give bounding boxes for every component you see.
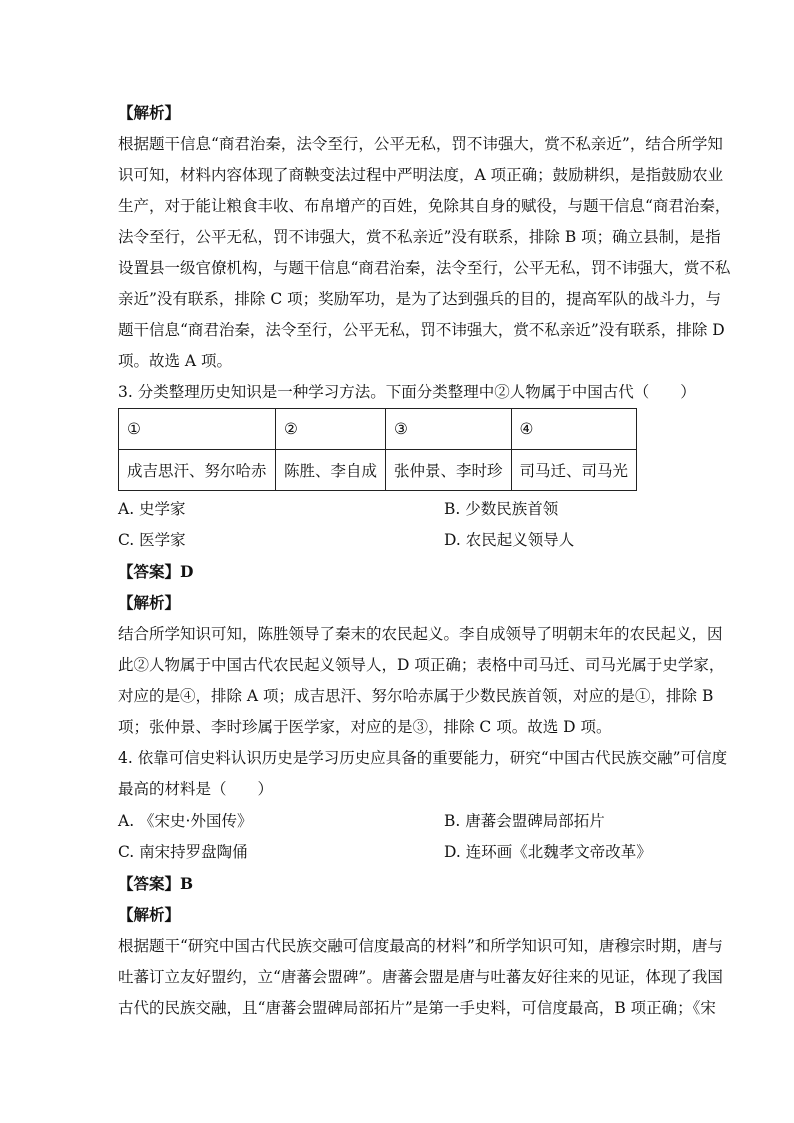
analysis-line: 项；张仲景、李时珍属于医学家，对应的是③，排除 C 项。故选 D 项。: [118, 718, 612, 736]
option-a: A. 《宋史·外国传》: [118, 812, 253, 830]
analysis-line: 生产，对于能让粮食丰收、布帛增产的百姓，免除其自身的赋役，与题干信息“商君治秦，: [118, 197, 731, 215]
option-d: D. 连环画《北魏孝文帝改革》: [444, 843, 652, 861]
option-c: C. 医学家: [118, 531, 186, 549]
analysis-heading: 【解析】: [118, 103, 181, 122]
option-c: C. 南宋持罗盘陶俑: [118, 843, 248, 861]
table-cell: 司马迁、司马光: [511, 450, 637, 491]
table-cell: ②: [276, 409, 386, 450]
analysis-line: 项。故选 A 项。: [118, 352, 233, 370]
analysis-line: 此②人物属于中国古代农民起义领导人，D 项正确；表格中司马迁、司马光属于史学家，: [118, 656, 725, 674]
analysis-line: 对应的是④，排除 A 项；成吉思汗、努尔哈赤属于少数民族首领，对应的是①，排除 B: [118, 687, 714, 705]
table-cell: 陈胜、李自成: [276, 450, 386, 491]
analysis-line: 设置县一级官僚机构，与题干信息“商君治秦，法令至行，公平无私，罚不讳强大，赏不私: [118, 259, 731, 277]
table-cell: ④: [511, 409, 637, 450]
analysis-line: 法令至行，公平无私，罚不讳强大，赏不私亲近”没有联系，排除 B 项；确立县制，是指: [118, 228, 721, 246]
answer-label: 【答案】B: [118, 874, 194, 893]
analysis-heading: 【解析】: [118, 905, 181, 924]
table-cell: 张仲景、李时珍: [386, 450, 512, 491]
question-4-stem: 最高的材料是（ ）: [118, 780, 274, 798]
analysis-line: 根据题干“研究中国古代民族交融可信度最高的材料”和所学知识可知，唐穆宗时期，唐与: [118, 937, 723, 955]
table-cell: ①: [119, 409, 276, 450]
question-3-stem: 3. 分类整理历史知识是一种学习方法。下面分类整理中②人物属于中国古代（ ）: [118, 383, 696, 401]
option-d: D. 农民起义领导人: [444, 531, 575, 549]
option-b: B. 少数民族首领: [444, 500, 559, 518]
table-cell: 成吉思汗、努尔哈赤: [119, 450, 276, 491]
question-4-stem: 4. 依靠可信史料认识历史是学习历史应具备的重要能力，研究“中国古代民族交融”可信度: [118, 749, 728, 767]
classification-table: [118, 408, 637, 491]
analysis-line: 亲近”没有联系，排除 C 项；奖励军功，是为了达到强兵的目的，提高军队的战斗力，与: [118, 290, 722, 308]
analysis-line: 结合所学知识可知，陈胜领导了秦末的农民起义。李自成领导了明朝末年的农民起义，因: [118, 625, 723, 643]
analysis-line: 识可知，材料内容体现了商鞅变法过程中严明法度，A 项正确；鼓励耕织，是指鼓励农业: [118, 166, 724, 184]
option-a: A. 史学家: [118, 500, 186, 518]
table-row: [119, 450, 637, 491]
analysis-heading: 【解析】: [118, 593, 181, 612]
option-b: B. 唐蕃会盟碑局部拓片: [444, 812, 605, 830]
answer-label: 【答案】D: [118, 562, 194, 581]
table-cell: ③: [386, 409, 512, 450]
analysis-line: 根据题干信息“商君治秦，法令至行，公平无私，罚不讳强大，赏不私亲近”，结合所学知: [118, 135, 723, 153]
table-header-row: [119, 409, 637, 450]
analysis-line: 题干信息“商君治秦，法令至行，公平无私，罚不讳强大，赏不私亲近”没有联系，排除 D: [118, 321, 725, 339]
analysis-line: 吐蕃订立友好盟约，立“唐蕃会盟碑”。唐蕃会盟是唐与吐蕃友好往来的见证，体现了我国: [118, 968, 723, 986]
analysis-line: 古代的民族交融，且“唐蕃会盟碑局部拓片”是第一手史料，可信度最高，B 项正确；《宋: [118, 999, 716, 1017]
